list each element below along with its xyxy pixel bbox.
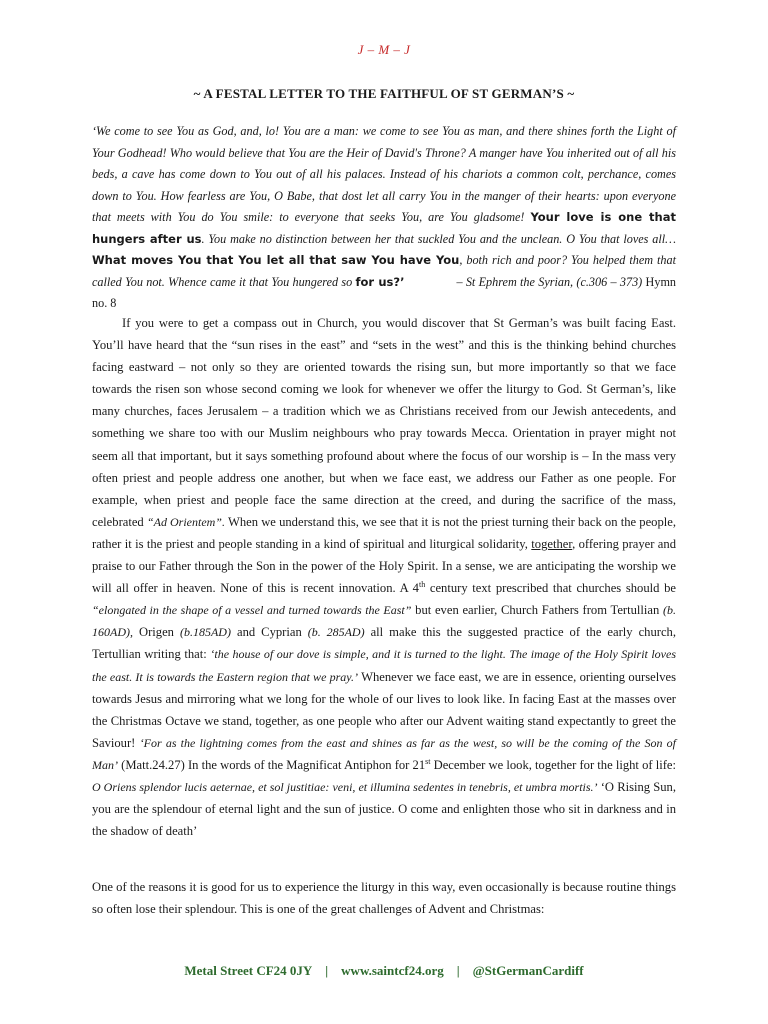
p1-ital-tertullian-quote: ‘the house of our dove is simple, and it is turned to the light. The image of the Holy Spirit loves the east. It is towards the Eastern region that we pray.’ [92,647,676,684]
p1-text: century text prescribed that churches should be [429,581,676,596]
footer-website-link[interactable]: www.saintcf24.org [341,963,444,978]
quote-text-3: , both rich and poor? You helped them that called You not. Whence came it that You hungered so [92,253,677,289]
p1-text: ‘O Rising Sun, you are the splendour of eternal light and the sun of justice. O come and enlighten those who sit in darkness and in the shadow of death’ [92,779,676,839]
quote-bold-2: What moves You that You let all that saw You have You [92,253,460,267]
p1-text: , offering prayer and praise to our Father through the Son in the power of the Holy Spirit. In a sense, we are anticipating the worship we will all offer in heaven. None of this is recent innovation. A 4 [92,536,676,596]
p1-text: Origen [139,625,174,640]
p1-sup: st [425,756,431,766]
body-paragraph-1 [92,312,676,842]
p1-ital: (b.185AD) [179,625,231,640]
p1-ital-ad-orientem: “Ad Orientem”. [146,514,225,529]
p1-text: When we understand this, we see that it is not the priest turning their back on the people, rather it is the priest and people standing in a kind of spiritual and liturgical solidarity, [92,514,677,551]
jmj-mark: J – M – J [357,42,411,57]
body-paragraph-2: One of the reasons it is good for us to experience the liturgy in this way, even occasionally is because routine things so often lose their splendour. This is one of the great challenges of Advent and Christmas: [92,880,676,917]
p1-sup: th [418,579,426,589]
quote-bold-3: for us?’ [355,274,405,289]
footer-contact [0,963,768,979]
footer-separator: | [325,963,329,978]
p1-ital-matthew-quote: ‘For as the lightning comes from the east and shines as far as the west, so will be the coming of the Son of Man’ [92,735,676,772]
quote-bold-1: Your love is one that hungers after us [92,210,676,246]
ephrem-quote [92,121,676,315]
p1-text: and Cyprian [236,625,302,640]
footer-social-handle[interactable]: @StGermanCardiff [472,963,584,978]
quote-text-2: . You make no distinction between her that suckled You and the unclean. O You that loves all… [201,231,676,246]
p1-ital-latin-antiphon: O Oriens splendor lucis aeternae, et sol justitiae: veni, et illumina sedentes in tenebris, et umbra mortis.’ [92,779,598,794]
p1-ital: (b. 285AD) [307,625,365,640]
p1-text: (Matt.24.27) In the words of the Magnificat Antiphon for 21 [121,757,426,772]
quote-attribution: – St Ephrem the Syrian, (c.306 – 373) [456,274,643,289]
p1-text: but even earlier, Church Fathers from Tertullian [415,603,660,618]
footer-address: Metal Street CF24 0JY [184,963,313,978]
p1-text: Whenever we face east, we are in essence, orienting ourselves towards Jesus and mirroring what we long for the whole of our lives to look like. In facing East at the masses over the Christmas Octave we stand, together, as one people who after our Advent waiting stand expectantly to greet the Saviour! [92,669,676,750]
p1-ital: (b. 160AD), [92,603,677,640]
quote-text-1: ‘We come to see You as God, and, lo! You are a man: we come to see You as man, and there shines forth the Light of Your Godhead! Who would believe that You are the Heir of David's Throne? A manger have You inherited out of all his beds, a cave has come down to You out of all his palaces. Instead of his chariots a common colt, perchance, comes down to You. How fearless are You, O Babe, that dost let all carry You in the manger of their hearts: upon everyone that meets with You do You smile: to everyone that seeks You, are You gladsome! [92,124,676,224]
footer-separator: | [456,963,460,978]
p1-text: If you were to get a compass out in Church, you would discover that St German’s was built facing East. You’ll have heard that the “sun rises in the east” and “sets in the west” and this is the thinking behind churches facing eastward – not only so they are oriented towards the rising sun, but more importantly so that we face towards the risen son whose second coming we look for whenever we offer the liturgy to God. St German’s, like many churches, faces Jerusalem – a tradition which we as Christians received from our Jewish antecedents, and something we share too with our Muslim neighbours who pray towards Mecca. Orientation in prayer might not seem all that important, but it says something profound about where the focus of our worship is – In the mass very often priest and people address one another, but when we face east, we address our Father as one people. For example, when priest and people face the same direction at the creed, and during the sacrifice of the mass, celebrated [92,316,676,529]
p1-text: all make this the suggested practice of the early church, Tertullian writing that: [92,625,676,662]
quote-hymn: Hymn no. 8 [92,274,677,310]
p1-text: December we look, together for the light of life: [433,757,676,772]
p1-ital: “elongated in the shape of a vessel and turned towards the East” [92,603,412,618]
p1-underlined-together: together [531,536,573,551]
letter-title: ~ A FESTAL LETTER TO THE FAITHFUL OF ST GERMAN’S ~ [193,86,575,101]
